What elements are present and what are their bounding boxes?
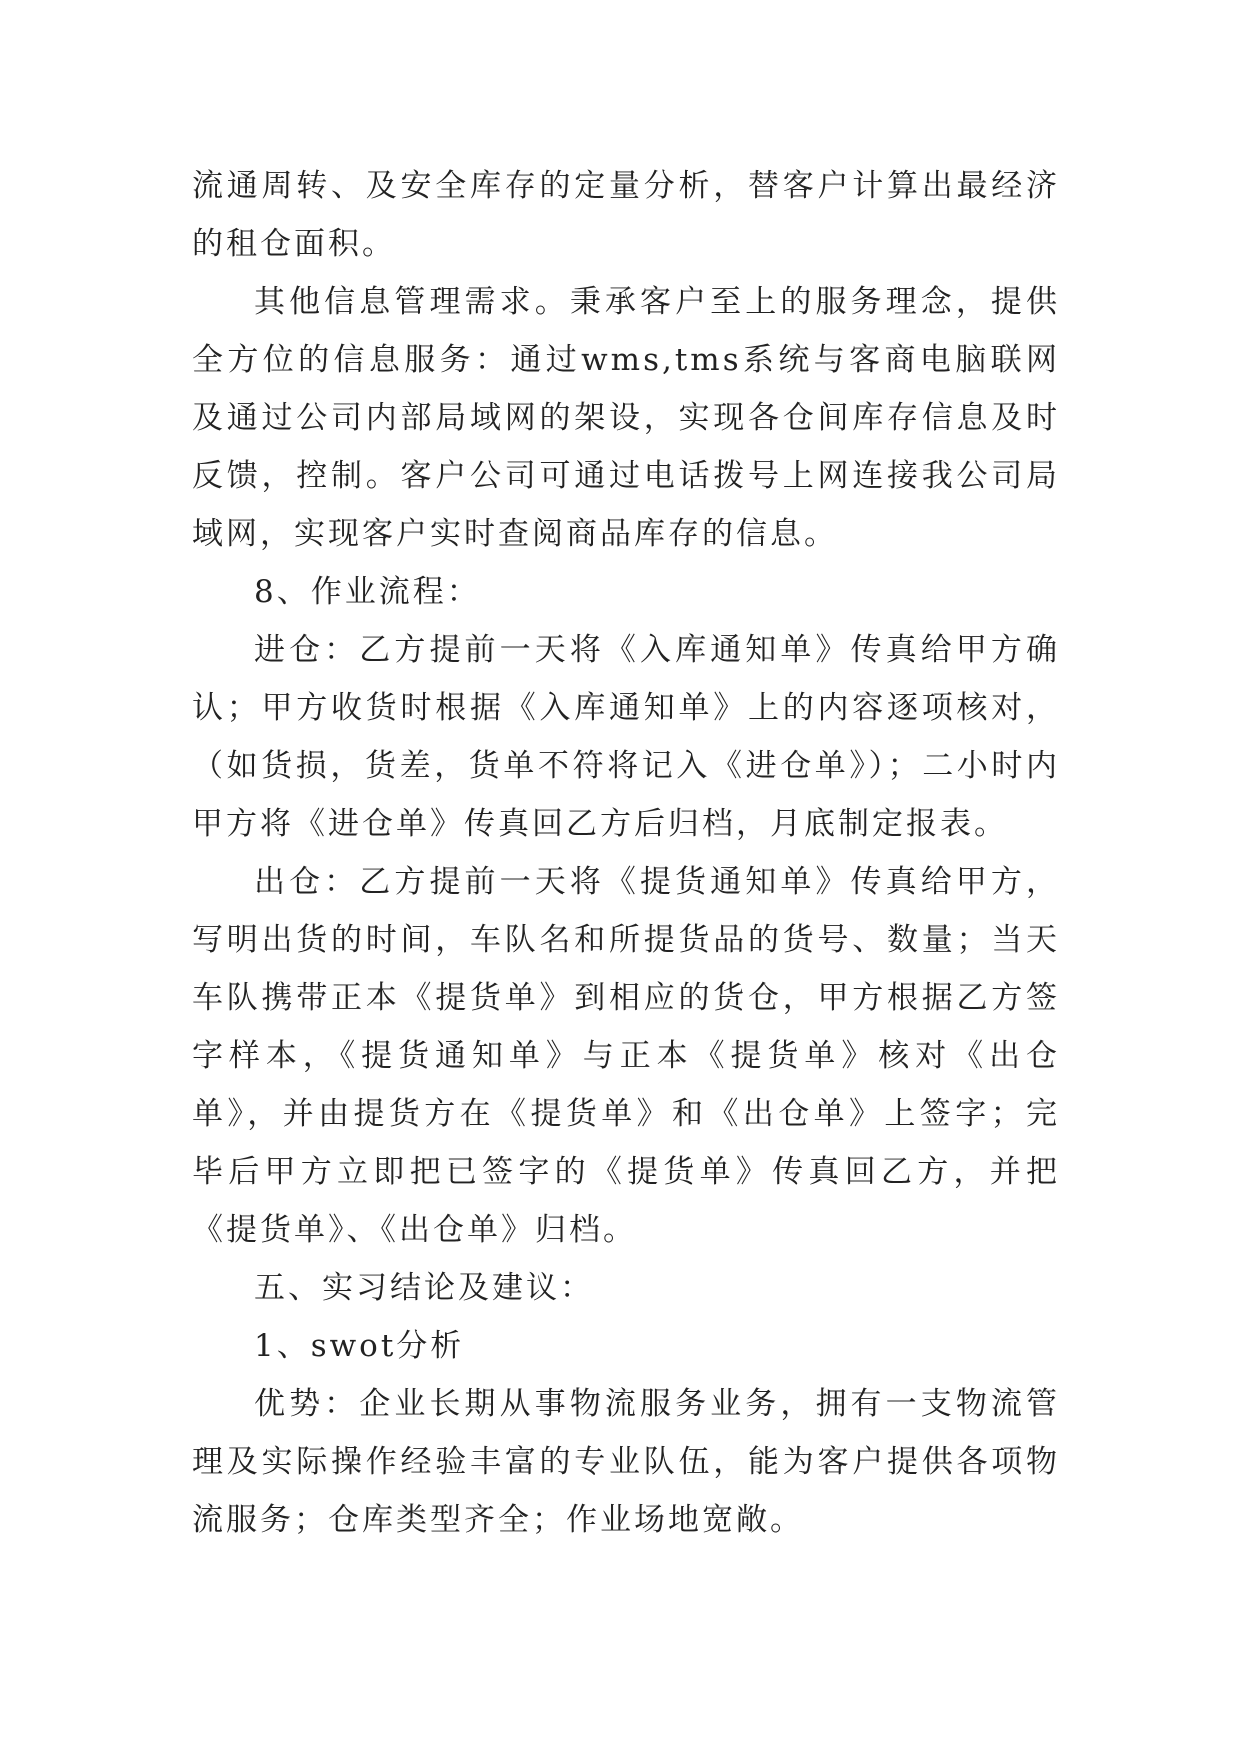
heading-conclusion: 五、实习结论及建议： <box>254 1270 594 1306</box>
paragraph-strengths: 优势：企业长期从事物流服务业务，拥有一支物流管理及实际操作经验丰富的专业队伍，能为客户提供各项物流服务；仓库类型齐全；作业场地宽敞。 <box>192 1386 1060 1538</box>
heading-workflow: 8、作业流程： <box>254 574 481 610</box>
paragraph-continuation: 流通周转、及安全库存的定量分析，替客户计算出最经济的租仓面积。 <box>192 168 1060 262</box>
paragraph-info-management: 其他信息管理需求。秉承客户至上的服务理念，提供全方位的信息服务：通过wms,tms系统与客商电脑联网及通过公司内部局域网的架设，实现各仓间库存信息及时反馈，控制。客户公司可通过电话拨号上网连接我公司局域网，实现客户实时查阅商品库存的信息。 <box>192 284 1060 552</box>
paragraph-inbound: 进仓：乙方提前一天将《入库通知单》传真给甲方确认；甲方收货时根据《入库通知单》上的内容逐项核对，（如货损，货差，货单不符将记入《进仓单》）；二小时内甲方将《进仓单》传真回乙方后归档，月底制定报表。 <box>192 632 1060 842</box>
heading-swot: 1、swot分析 <box>254 1328 465 1364</box>
document-body <box>192 157 1060 1549</box>
paragraph-outbound: 出仓：乙方提前一天将《提货通知单》传真给甲方，写明出货的时间，车队名和所提货品的货号、数量；当天车队携带正本《提货单》到相应的货仓，甲方根据乙方签字样本，《提货通知单》与正本《提货单》核对《出仓单》，并由提货方在《提货单》和《出仓单》上签字；完毕后甲方立即把已签字的《提货单》传真回乙方，并把《提货单》、《出仓单》归档。 <box>192 864 1060 1248</box>
